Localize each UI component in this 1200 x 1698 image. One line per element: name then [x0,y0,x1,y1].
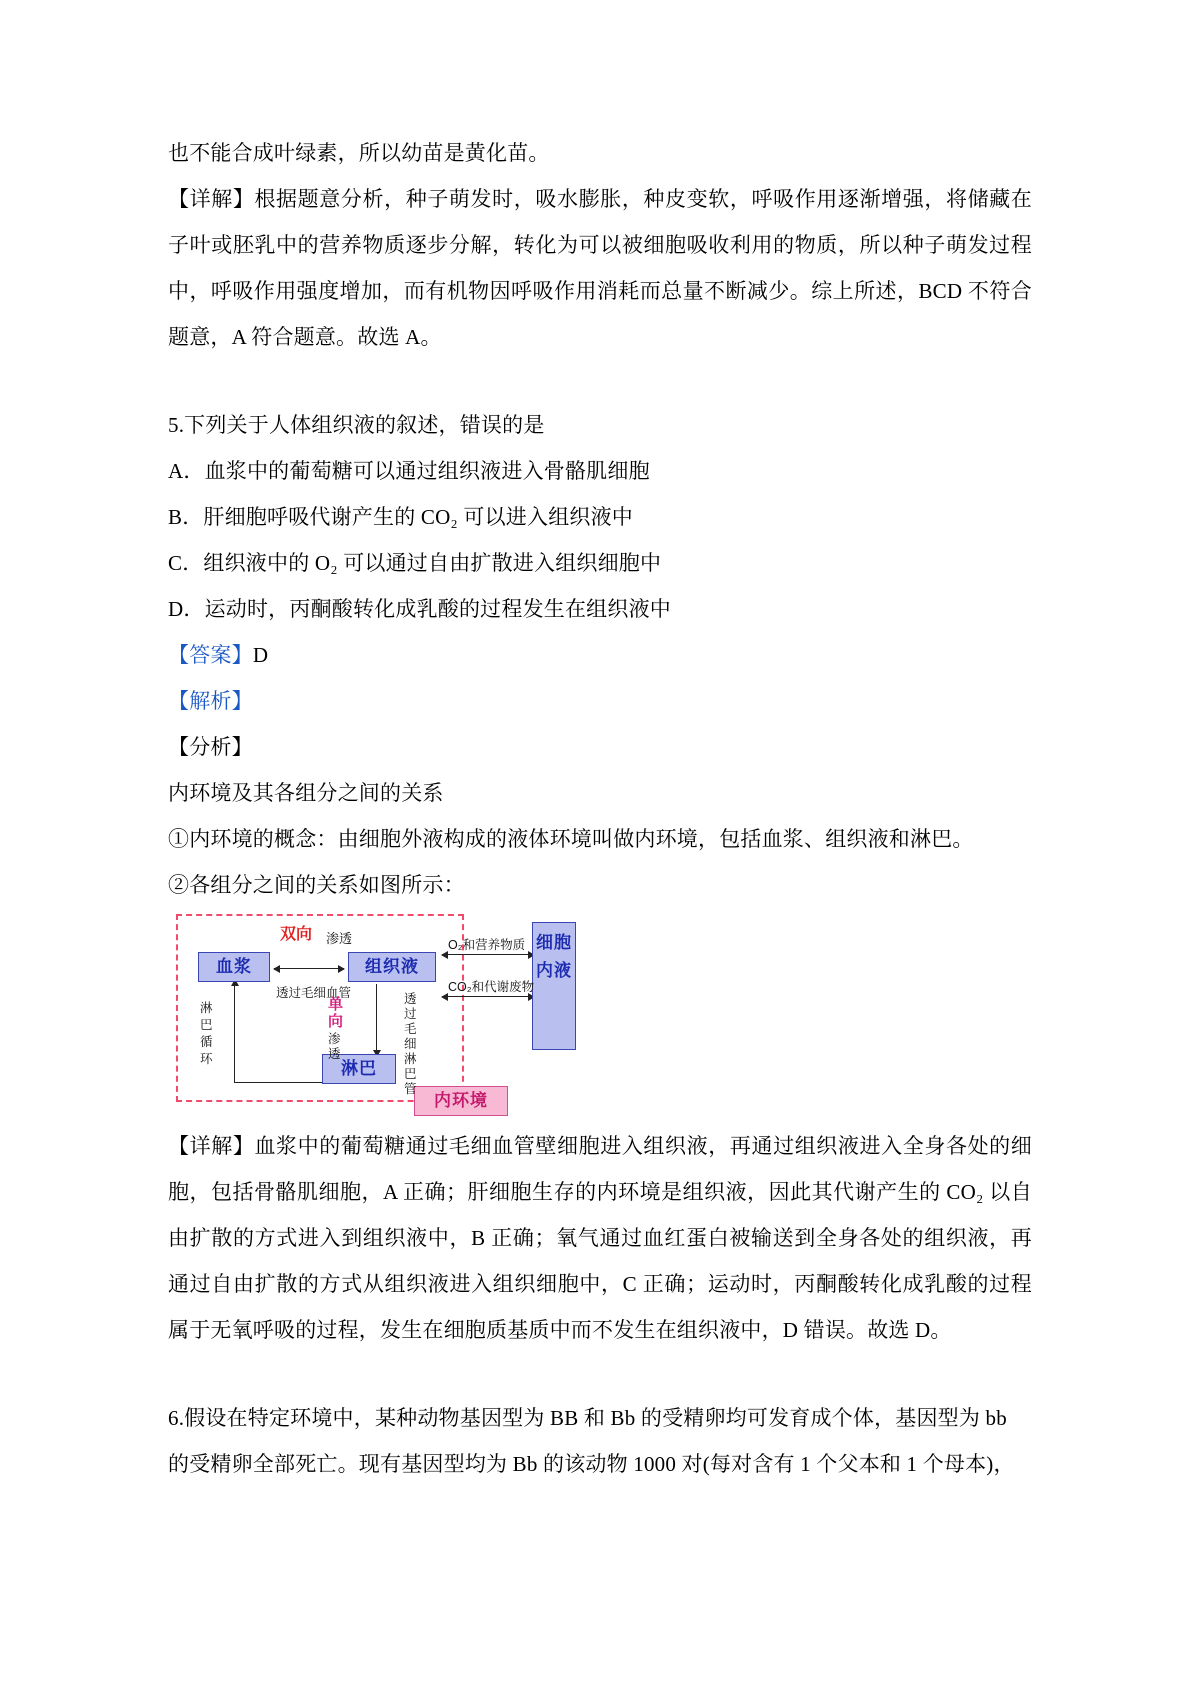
arrow-plasma-tissue-bidirectional [274,968,344,969]
label-osmosis-bottom: 渗透 [328,1032,341,1061]
label-through-lymph-vessel: 透过毛细淋巴管 [404,992,417,1096]
answer-value: D [252,643,269,667]
question5-analysis-section-label: 【分析】 [168,735,253,759]
question6-line-2: 的受精卵全部死亡。现有基因型均为 Bb 的该动物 1000 对(每对含有 1 个父本和 1 个母本)， [168,1452,1015,1476]
label-bidirectional: 双向 [280,926,313,943]
arrow-lymph-to-plasma-vertical [234,986,235,1082]
label-o2-nutrients: O₂和营养物质 [448,938,526,952]
question5-option-b: B．肝细胞呼吸代谢产生的 CO₂ 可以进入组织液中 [168,505,633,529]
label-through-capillary: 透过毛细血管 [276,986,352,1000]
spacer [168,360,1032,402]
arrow-tissue-cellfluid-exchange-top [442,954,534,955]
arrow-tissue-to-lymph [376,984,377,1050]
node-inner-environment: 内环境 [414,1086,508,1116]
question5-analysis-label: 【解析】 [168,689,253,713]
node-cell-inner-fluid: 细胞内液 [532,922,576,1050]
node-tissue-fluid: 组织液 [348,952,436,982]
question5-detail: 【详解】血浆中的葡萄糖通过毛细血管壁细胞进入组织液，再通过组织液进入全身各处的细胞，包括骨骼肌细胞，A 正确；肝细胞生存的内环境是组织液，因此其代谢产生的 CO₂ 以自由扩散的方式进入到组织液中，B 正确；氧气通过血红蛋白被输送到全身各处的组织液，再通过自由扩散的方式从组织液进入组织细胞中，C 正确；运动时，丙酮酸转化成乳酸的过程属于无氧呼吸的过程，发生在细胞质基质中而不发生在组织液中，D 错误。故选 D。 [168,1134,1032,1342]
label-co2-waste: CO₂和代谢废物 [448,980,535,994]
paragraph-continuation: 也不能合成叶绿素，所以幼苗是黄化苗。 [168,141,550,165]
label-osmosis-top: 渗透 [326,931,353,946]
analysis-line-2: ①内环境的概念：由细胞外液构成的液体环境叫做内环境，包括血浆、组织液和淋巴。 [168,827,974,851]
spacer-2 [168,1353,1032,1395]
analysis-line-3: ②各组分之间的关系如图所示： [168,873,465,897]
arrow-tissue-cellfluid-exchange-bottom [442,996,534,997]
analysis-line-1: 内环境及其各组分之间的关系 [168,781,444,805]
inner-environment-boundary [176,914,464,1102]
arrow-lymph-to-plasma-horizontal [234,1082,322,1083]
question5-stem: 5.下列关于人体组织液的叙述，错误的是 [168,413,545,437]
label-lymph-circulation: 淋巴循环 [200,1001,213,1066]
question5-option-d: D．运动时，丙酮酸转化成乳酸的过程发生在组织液中 [168,597,671,621]
answer-label: 【答案】 [168,643,253,667]
question5-answer-row [168,632,1032,678]
internal-environment-diagram [176,914,1032,1119]
paragraph-detail-q4: 【详解】根据题意分析，种子萌发时，吸水膨胀，种皮变软，呼吸作用逐渐增强，将储藏在子叶或胚乳中的营养物质逐步分解，转化为可以被细胞吸收利用的物质，所以种子萌发过程中，呼吸作用强度增加，而有机物因呼吸作用消耗而总量不断减少。综上所述，BCD 不符合题意，A 符合题意。故选 A。 [168,187,1032,349]
node-plasma: 血浆 [198,952,270,982]
question5-option-a: A．血浆中的葡萄糖可以通过组织液进入骨骼肌细胞 [168,459,650,483]
label-unidirectional: 单向 [328,996,344,1030]
question6-line-1: 6.假设在特定环境中，某种动物基因型为 BB 和 Bb 的受精卵均可发育成个体，基因型为 bb [168,1406,1007,1430]
node-lymph: 淋巴 [322,1054,396,1084]
question5-option-c: C．组织液中的 O₂ 可以通过自由扩散进入组织细胞中 [168,551,662,575]
